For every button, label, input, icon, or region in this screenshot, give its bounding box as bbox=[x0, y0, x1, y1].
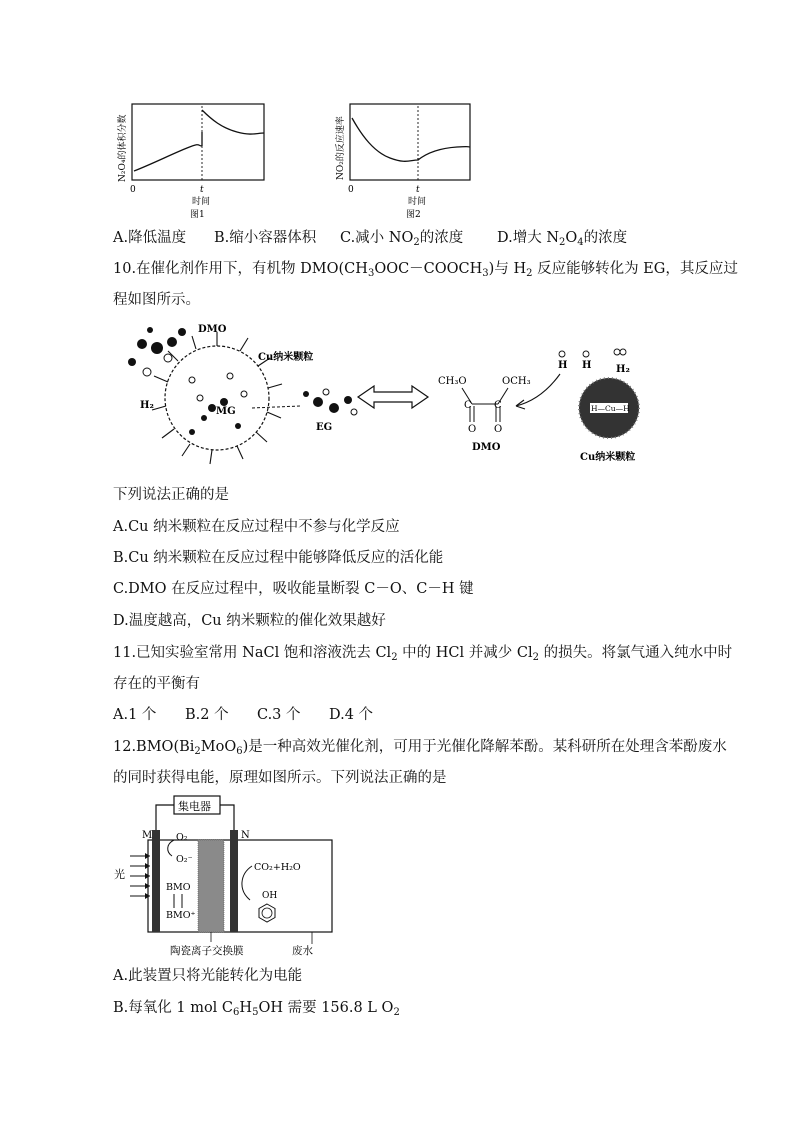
graph-1-t: t bbox=[200, 185, 204, 195]
bmo-label: BMO bbox=[166, 882, 191, 893]
q10-option-d[interactable]: D.温度越高，Cu 纳米颗粒的催化效果越好 bbox=[113, 613, 386, 629]
double-arrow-icon bbox=[358, 386, 428, 408]
q10-prompt: 下列说法正确的是 bbox=[113, 487, 229, 503]
graph-1-origin: 0 bbox=[130, 185, 136, 195]
fig-h2-right: H₂ bbox=[616, 364, 630, 375]
graph-2-ylabel: NO₂的反应速率 bbox=[336, 116, 346, 180]
collector-label: 集电器 bbox=[178, 800, 211, 813]
graph-2 bbox=[334, 104, 470, 220]
q12-stem-line-2: 的同时获得电能，原理如图所示。下列说法正确的是 bbox=[113, 770, 447, 786]
photocatalytic-cell-figure bbox=[112, 792, 348, 960]
q11-option-a[interactable]: A.1 个 bbox=[113, 707, 157, 723]
graph-2-xlabel: 时间 bbox=[408, 197, 427, 207]
fig-eg-label: EG bbox=[316, 422, 333, 433]
fig-c-right: C bbox=[494, 400, 502, 411]
co2-h2o-label: CO₂+H₂O bbox=[254, 862, 301, 873]
electrode-m-label: M bbox=[142, 830, 153, 841]
fig-o-right: O bbox=[494, 424, 503, 435]
q10-stem-line-1: 10.在催化剂作用下，有机物 $DMO(CH_3OOC-COOCH_3)$与 $H_2$ 反应能够转化为 EG，其反应过 bbox=[113, 261, 738, 279]
o2-label: O₂ bbox=[176, 832, 188, 843]
graph-1 bbox=[116, 104, 264, 220]
graph-2-origin: 0 bbox=[348, 185, 354, 195]
q12-stem-line-1: $12.BMO(Bi_2MoO_6)$是一种高效光催化剂，可用于光催化降解苯酚。某科研所在处理含苯酚废水 bbox=[113, 739, 727, 757]
graph-1-caption: 图1 bbox=[190, 210, 205, 220]
q9-option-b[interactable]: B.缩小容器体积 bbox=[214, 230, 317, 246]
fig-h-mid: H bbox=[582, 360, 592, 371]
dmo-reaction-figure bbox=[112, 314, 652, 470]
fig-cu-nanoparticle-label: Cu纳米颗粒 bbox=[258, 352, 314, 363]
wastewater-label: 废水 bbox=[292, 945, 313, 957]
q12-option-a[interactable]: A.此装置只将光能转化为电能 bbox=[113, 968, 303, 984]
fig-dmo-label: DMO bbox=[198, 324, 227, 335]
phenol-ring-icon bbox=[259, 904, 275, 922]
q11-option-c[interactable]: C.3 个 bbox=[257, 707, 301, 723]
fig-och3-label: OCH₃ bbox=[502, 376, 531, 387]
q9-options bbox=[113, 228, 627, 248]
graph-2-caption: 图2 bbox=[406, 210, 421, 220]
fig-cu-caption: Cu纳米颗粒 bbox=[580, 452, 636, 463]
fig-dmo-structure-label: DMO bbox=[472, 442, 501, 453]
q9-option-c[interactable]: C.减小 $NO_2$的浓度 bbox=[340, 230, 464, 248]
q10-option-c[interactable]: C.DMO 在反应过程中，吸收能量断裂 C－O、C－H 键 bbox=[113, 581, 474, 597]
graph-2-t: t bbox=[416, 185, 420, 195]
q11-stem-line-2: 存在的平衡有 bbox=[113, 676, 200, 692]
q9-option-a[interactable]: A.降低温度 bbox=[113, 230, 187, 246]
light-label: 光 bbox=[114, 868, 125, 881]
phenol-oh-label: OH bbox=[262, 891, 278, 901]
membrane-label: 陶瓷离子交换膜 bbox=[170, 945, 244, 957]
q11-option-d[interactable]: D.4 个 bbox=[329, 707, 374, 723]
fig-o-left: O bbox=[468, 424, 477, 435]
q11-stem-line-1: 11.已知实验室常用 NaCl 饱和溶液洗去 $Cl_2$ 中的 HCl 并减少 $Cl_2$ 的损失。将氯气通入纯水中时 bbox=[113, 645, 733, 663]
q9-option-d[interactable]: D.增大 $N_2O_4$的浓度 bbox=[497, 230, 628, 248]
q10-option-a[interactable]: A.Cu 纳米颗粒在反应过程中不参与化学反应 bbox=[113, 519, 400, 535]
fig-ch3o-label: CH₃O bbox=[438, 376, 467, 387]
q11-option-b[interactable]: B.2 个 bbox=[185, 707, 229, 723]
electrode-m bbox=[152, 830, 160, 932]
electrode-n bbox=[230, 830, 238, 932]
fig-h-left: H bbox=[558, 360, 568, 371]
ion-exchange-membrane bbox=[198, 840, 224, 932]
q11-options bbox=[113, 705, 373, 725]
fig-h2-label: H₂ bbox=[140, 400, 154, 411]
q10-stem-line-2: 程如图所示。 bbox=[113, 292, 200, 308]
q10-option-b[interactable]: B.Cu 纳米颗粒在反应过程中能够降低反应的活化能 bbox=[113, 550, 444, 566]
o2-minus-label: O₂⁻ bbox=[176, 854, 193, 865]
graph-1-ylabel: N₂O₄的体积分数 bbox=[118, 114, 128, 182]
bmo-plus-label: BMO⁺ bbox=[166, 910, 196, 921]
fig-c-left: C bbox=[464, 400, 472, 411]
graph-1-xlabel: 时间 bbox=[192, 197, 211, 207]
electrode-n-label: N bbox=[241, 830, 250, 841]
q12-option-b[interactable]: B.每氧化 1 mol $C_6H_5OH$ 需要 156.8 L $O_2$ bbox=[113, 1000, 400, 1018]
fig-mg-label: MG bbox=[216, 406, 236, 417]
kinetics-graphs-figure bbox=[112, 96, 472, 222]
fig-hcuh-label: H—Cu—H bbox=[591, 404, 630, 413]
